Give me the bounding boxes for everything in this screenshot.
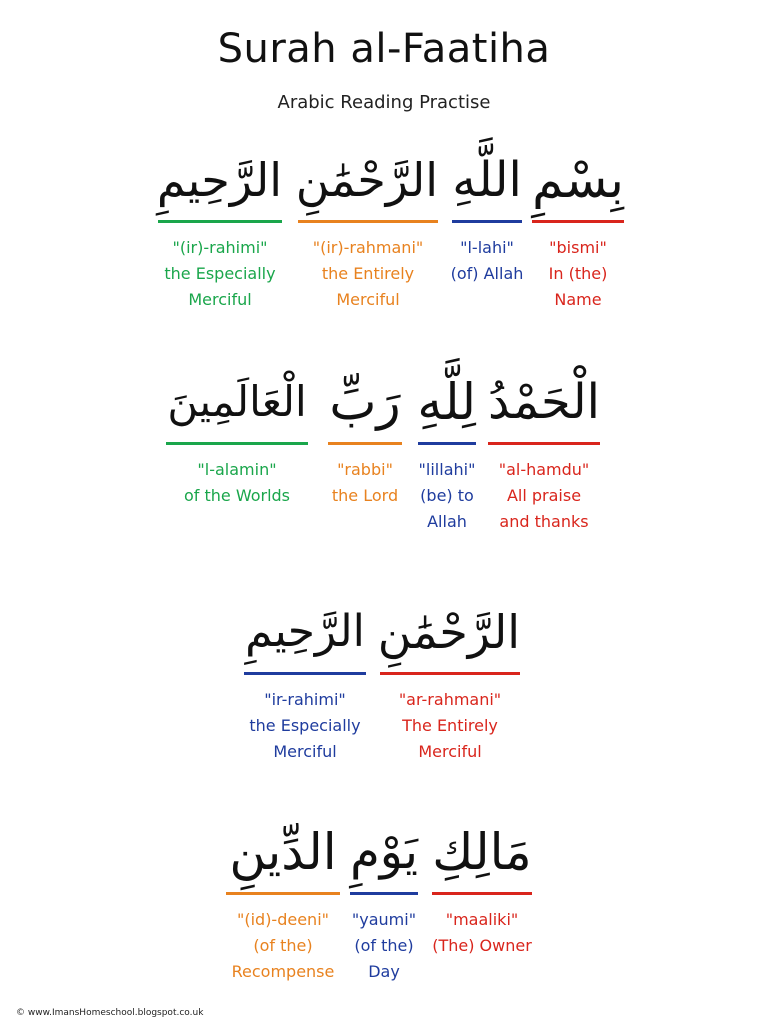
verse4-word-deeni (226, 820, 340, 985)
arabic-word: الرَّحِيمِ (156, 153, 282, 207)
transliteration: "yaumi" (351, 910, 417, 929)
meaning-line: (of the) (253, 936, 313, 955)
meaning-line: (The) Owner (432, 936, 532, 955)
arabic-word: الْعَالَمِينَ (167, 377, 307, 426)
meaning-line: (of) Allah (450, 264, 524, 283)
arabic-word: مَالِكِ (432, 823, 532, 881)
meaning-line: Merciful (188, 290, 252, 309)
arabic-word: لِلَّهِ (417, 373, 476, 431)
meaning-line: Merciful (418, 742, 482, 761)
transliteration: "al-hamdu" (498, 460, 590, 479)
word-underline (244, 672, 366, 675)
meaning-line: the Entirely (321, 264, 415, 283)
transliteration: "maaliki" (445, 910, 519, 929)
meaning-line: Allah (427, 512, 467, 531)
verse2-word-alamin (166, 370, 308, 509)
meaning-line: Merciful (336, 290, 400, 309)
word-underline (158, 220, 282, 223)
word-underline (452, 220, 522, 223)
meaning-line: of the Worlds (183, 486, 291, 505)
arabic-word: الْحَمْدُ (488, 374, 600, 430)
transliteration: "rabbi" (337, 460, 393, 479)
word-underline (432, 892, 532, 895)
word-underline (380, 672, 520, 675)
verse1-word-rahimi (158, 148, 282, 313)
word-underline (328, 442, 402, 445)
verse1-word-rahmani (295, 148, 438, 313)
transliteration: "lillahi" (418, 460, 476, 479)
meaning-line: The Entirely (402, 716, 498, 735)
transliteration: "l-lahi" (460, 238, 514, 257)
verse2-word-lillahi (418, 370, 476, 535)
meaning-line: and thanks (499, 512, 589, 531)
transliteration: "ir-rahimi" (264, 690, 346, 709)
verse1-word-lahi (452, 148, 522, 287)
copyright-footer: © www.ImansHomeschool.blogspot.co.uk (16, 1008, 204, 1018)
arabic-word: اللَّهِ (452, 152, 522, 208)
arabic-word: رَبِّ (329, 373, 401, 431)
word-underline (166, 442, 308, 445)
meaning-line: In (the) (548, 264, 608, 283)
verse4-word-yaumi (350, 820, 418, 985)
transliteration: "bismi" (549, 238, 607, 257)
arabic-word: يَوْمِ (350, 824, 418, 880)
transliteration: "(ir)-rahmani" (312, 238, 424, 257)
word-underline (226, 892, 340, 895)
transliteration: "ar-rahmani" (398, 690, 502, 709)
transliteration: "l-alamin" (197, 460, 277, 479)
page-title: Surah al-Faatiha (217, 26, 551, 72)
word-underline (532, 220, 624, 223)
word-underline (350, 892, 418, 895)
word-underline (298, 220, 438, 223)
meaning-line: (be) to (420, 486, 474, 505)
verse4-word-maaliki (432, 820, 532, 959)
verse3-word-rahimi (244, 600, 366, 765)
verse2-word-alhamdu (488, 370, 600, 535)
arabic-word: الرَّحِيمِ (245, 606, 365, 657)
transliteration: "(id)-deeni" (236, 910, 329, 929)
meaning-line: All praise (506, 486, 582, 505)
meaning-line: (of the) (354, 936, 414, 955)
word-underline (418, 442, 476, 445)
meaning-line: Name (554, 290, 602, 309)
verse2-word-rabbi (328, 370, 402, 509)
meaning-line: Recompense (231, 962, 335, 981)
meaning-line: the Especially (164, 264, 276, 283)
arabic-word: بِسْمِ (532, 151, 624, 209)
word-underline (488, 442, 600, 445)
meaning-line: the Lord (331, 486, 399, 505)
arabic-word: الدِّينِ (229, 823, 337, 881)
meaning-line: Merciful (273, 742, 337, 761)
transliteration: "(ir)-rahimi" (172, 238, 268, 257)
verse3-word-rahmani (377, 600, 520, 765)
arabic-word: الرَّحْمَٰنِ (295, 153, 438, 207)
meaning-line: the Especially (249, 716, 361, 735)
verse1-word-bismi (532, 148, 624, 313)
arabic-word: الرَّحْمَٰنِ (377, 605, 520, 659)
page-subtitle: Arabic Reading Practise (277, 92, 491, 113)
meaning-line: Day (368, 962, 400, 981)
